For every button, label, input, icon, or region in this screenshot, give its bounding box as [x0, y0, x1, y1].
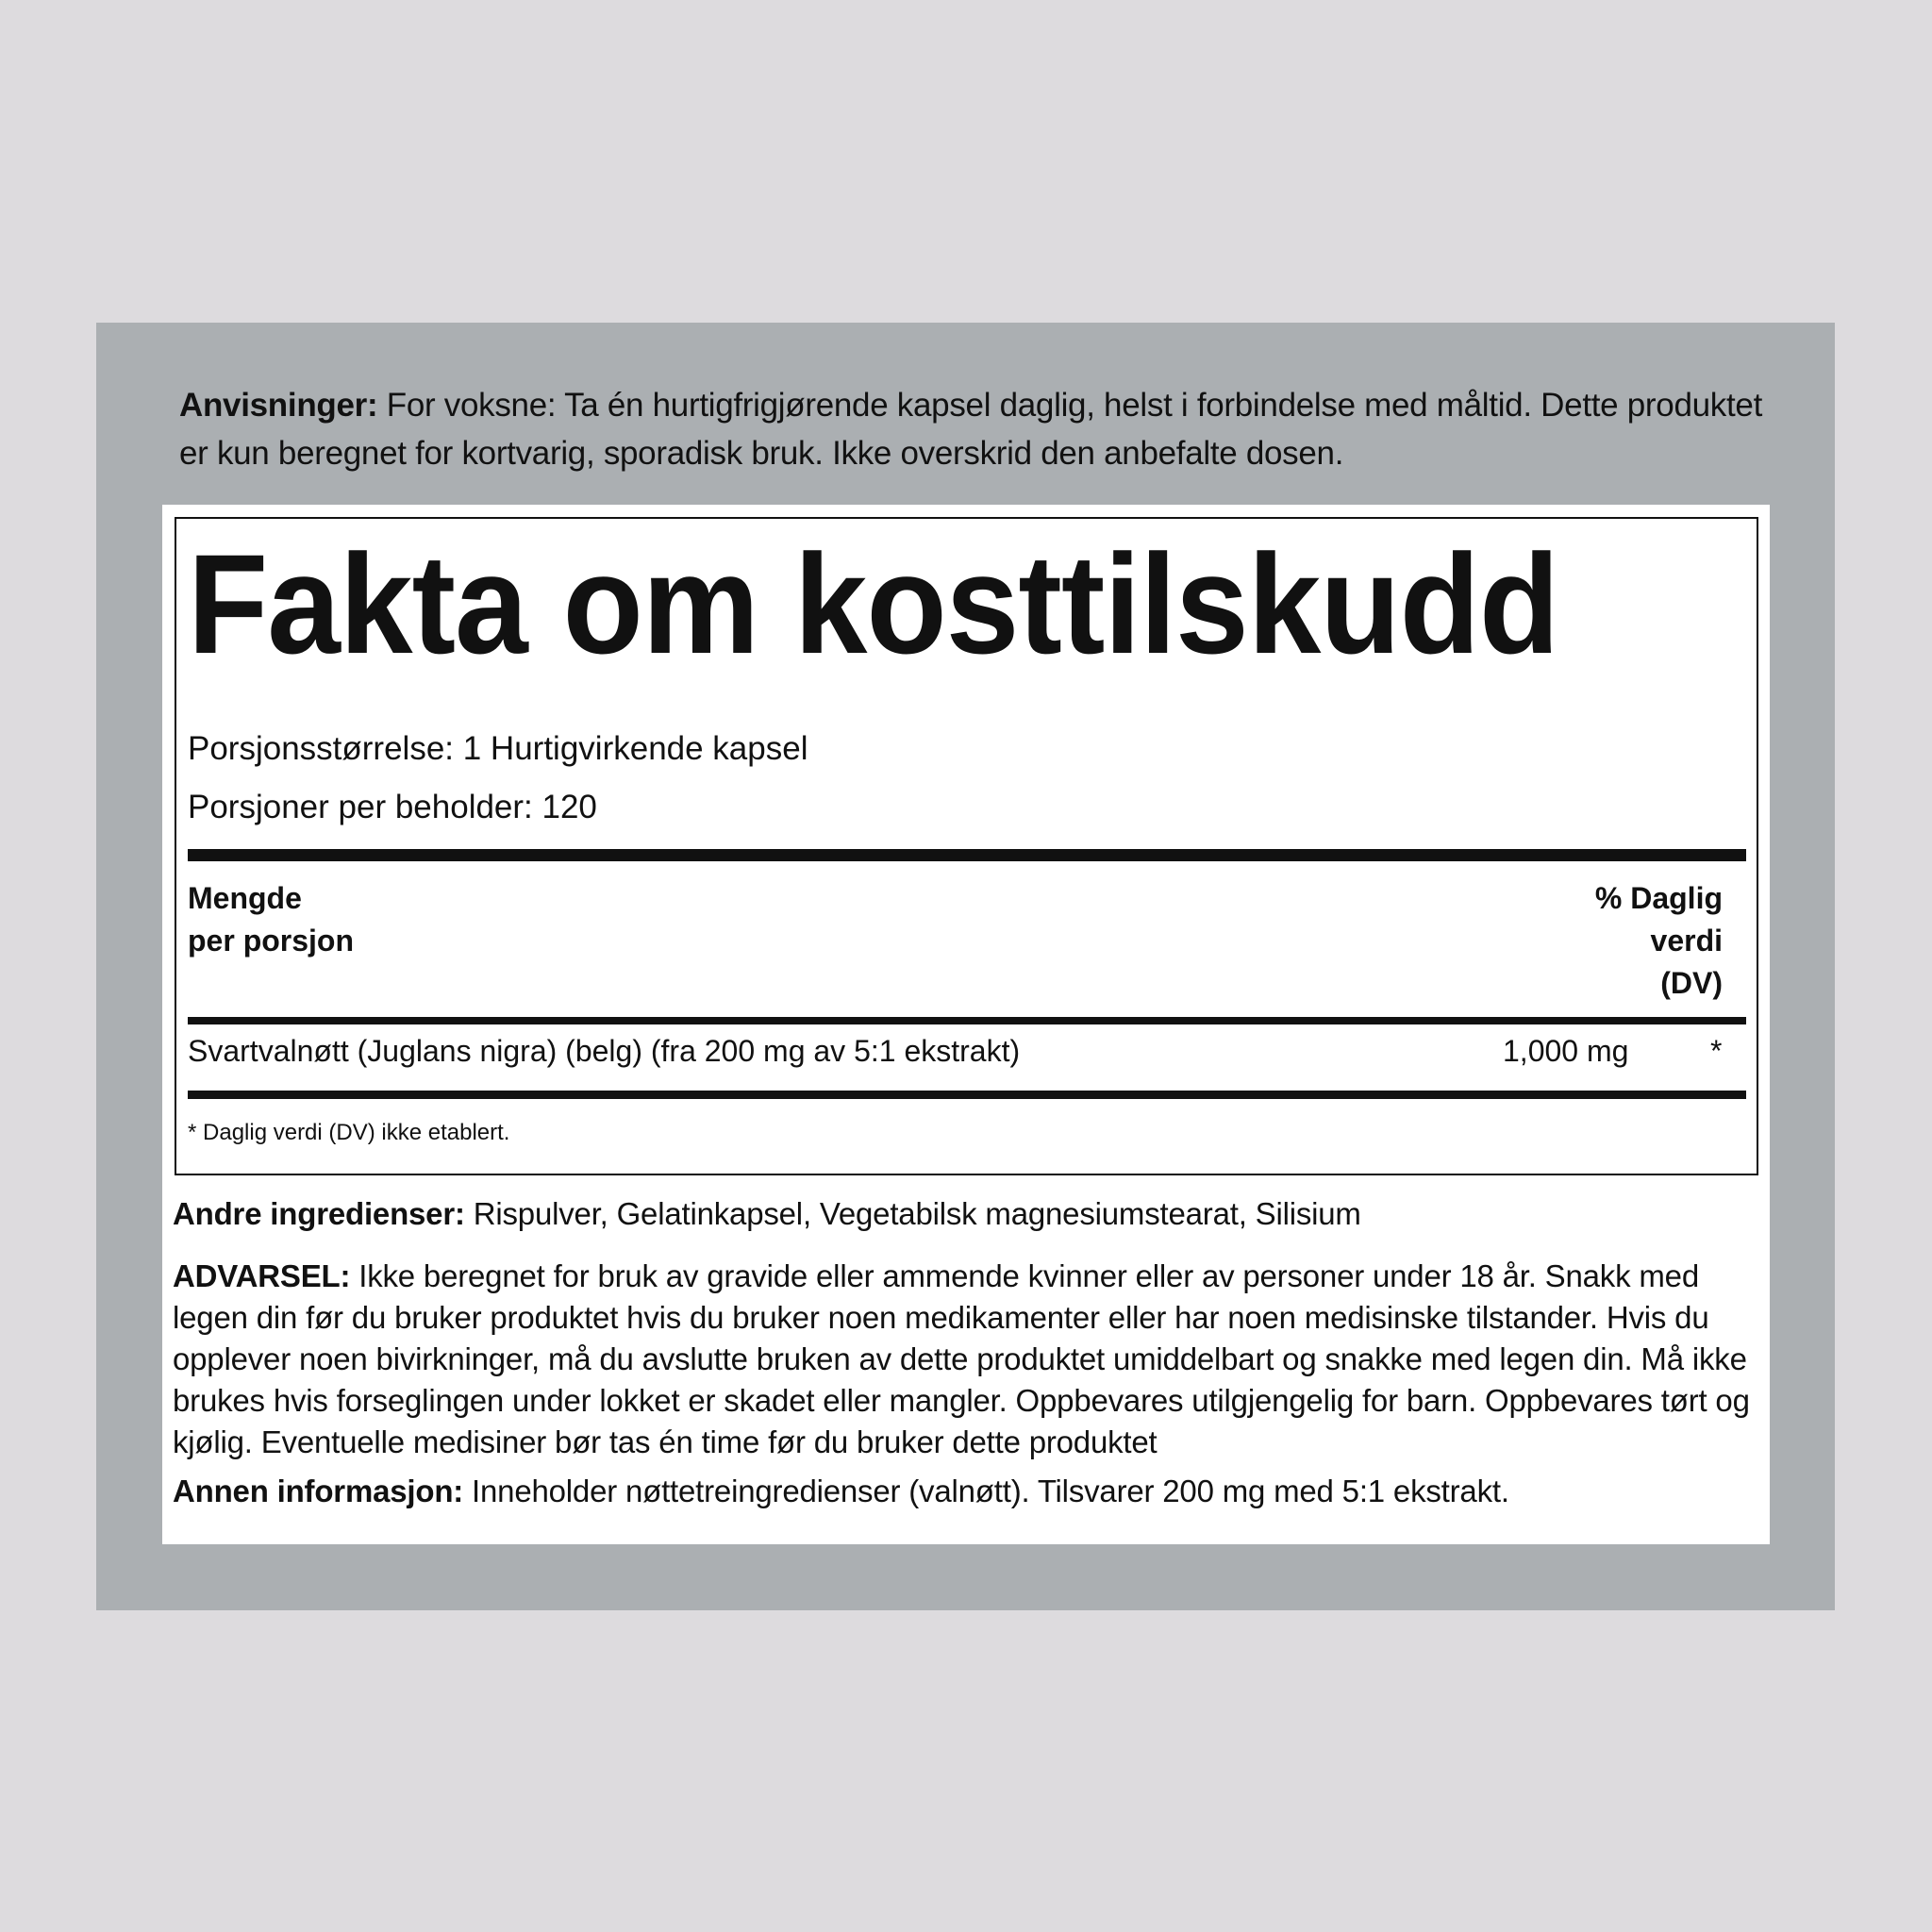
directions-text	[179, 381, 1774, 477]
other-info-label: Annen informasjon:	[173, 1474, 464, 1508]
dv-header-line1: % Daglig	[1594, 881, 1723, 915]
servings-per-container: Porsjoner per beholder: 120	[188, 789, 597, 825]
directions-body: For voksne: Ta én hurtigfrigjørende kapsel daglig, helst i forbindelse med måltid. Dette produktet er kun beregnet for kortvarig, sporadisk bruk. Ikke overskrid den anbefalte dosen.	[179, 387, 1762, 472]
divider-header	[188, 1017, 1746, 1024]
ingredient-amount: 1,000 mg	[1503, 1034, 1629, 1068]
other-ingredients	[173, 1193, 1767, 1235]
serving-size: Porsjonsstørrelse: 1 Hurtigvirkende kapsel	[188, 730, 808, 767]
other-ingredients-text: Rispulver, Gelatinkapsel, Vegetabilsk magnesiumstearat, Silisium	[464, 1196, 1361, 1231]
dv-footnote: * Daglig verdi (DV) ikke etablert.	[188, 1120, 510, 1145]
warning-text: Ikke beregnet for bruk av gravide eller ammende kvinner eller av personer under 18 år. Snakk med legen din før du bruker produktet hvis du bruker noen medikamenter eller har noen medisinske tilstander. Hvis du opplever noen bivirkninger, må du avslutte bruken av dette produktet umiddelbart og snakke med legen din. Må ikke brukes hvis forseglingen under lokket er skadet eller mangler. Oppbevares utilgjengelig for barn. Oppbevares tørt og kjølig. Eventuelle medisiner bør tas én time før du bruker dette produktet	[173, 1258, 1750, 1459]
ingredient-name: Svartvalnøtt (Juglans nigra) (belg) (fra 200 mg av 5:1 ekstrakt)	[188, 1034, 1021, 1068]
directions-label: Anvisninger:	[179, 387, 378, 424]
warning	[173, 1256, 1767, 1463]
thick-divider-bottom	[188, 1091, 1746, 1099]
label-panel	[96, 323, 1835, 1610]
ingredient-dv: *	[1710, 1034, 1723, 1068]
amount-header-line1: Mengde	[188, 881, 302, 915]
warning-label: ADVARSEL:	[173, 1258, 351, 1293]
dv-header-line2: verdi	[1650, 924, 1723, 958]
amount-per-serving-header	[188, 877, 354, 962]
facts-title: Fakta om kosttilskudd	[188, 525, 1559, 683]
label-white-area	[162, 505, 1770, 1544]
other-information	[173, 1471, 1767, 1512]
other-info-text: Inneholder nøttetreingredienser (valnøtt). Tilsvarer 200 mg med 5:1 ekstrakt.	[463, 1474, 1509, 1508]
supplement-facts-box	[175, 517, 1758, 1175]
thick-divider-top	[188, 849, 1746, 861]
amount-header-line2: per porsjon	[188, 924, 355, 958]
daily-value-header	[1595, 877, 1723, 1005]
dv-header-line3: (DV)	[1660, 966, 1723, 1000]
other-ingredients-label: Andre ingredienser:	[173, 1196, 465, 1231]
